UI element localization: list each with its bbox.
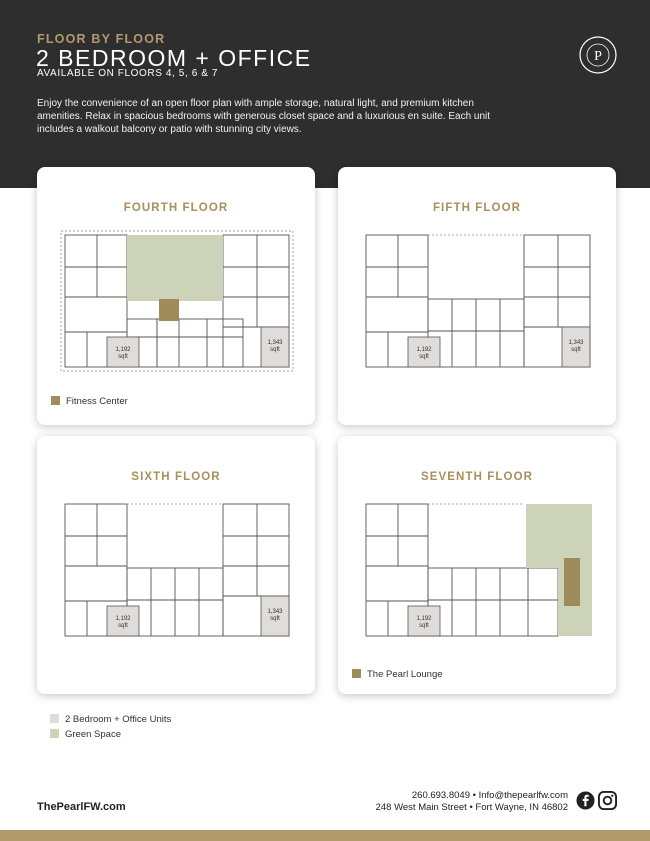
kicker: FLOOR BY FLOOR (37, 32, 166, 46)
pearl-lounge-key (352, 669, 443, 680)
fitness-swatch (51, 396, 60, 405)
page-subtitle: AVAILABLE ON FLOORS 4, 5, 6 & 7 (37, 68, 219, 79)
floor-title: FOURTH FLOOR (123, 202, 229, 214)
city: Fort Wayne, IN 46802 (475, 802, 568, 813)
instagram-icon[interactable] (598, 791, 617, 810)
floor-card-fifth (338, 167, 616, 425)
unit-b-unit: sqft (270, 347, 280, 353)
floor-card-fourth (37, 167, 315, 425)
green-space-area (127, 235, 223, 301)
facebook-icon[interactable] (576, 791, 595, 810)
floor-title: FIFTH FLOOR (432, 202, 522, 214)
phone[interactable]: 260.693.8049 (411, 790, 470, 801)
key-label: The Pearl Lounge (367, 669, 443, 680)
unit-a-unit: sqft (118, 623, 128, 629)
unit-b-unit: sqft (270, 616, 280, 622)
unit-a-unit: sqft (118, 354, 128, 360)
floor-title: SEVENTH FLOOR (420, 471, 534, 483)
green-space-area (526, 504, 592, 636)
intro-paragraph: Enjoy the convenience of an open floor plan with ample storage, natural light, and premium kitchen amenities. Relax in spacious bedrooms with generous closet space and a luxurious en suite. Each unit includes a walkout balcony or patio with stunning city views. (37, 98, 491, 136)
contact-block (376, 790, 568, 814)
lounge-swatch (352, 669, 361, 678)
floor-plan-seventh (358, 496, 598, 646)
unit-b-size: 1,343 (267, 609, 283, 615)
legend-green-label: Green Space (65, 729, 121, 740)
pearl-seal-logo (579, 36, 617, 74)
page-title: 2 BEDROOM + OFFICE (36, 45, 312, 71)
unit-a-size: 1,192 (416, 347, 432, 353)
unit-a-size: 1,192 (115, 347, 131, 353)
unit-b-unit: sqft (571, 347, 581, 353)
floor-plan-fifth (358, 227, 598, 377)
pearl-lounge-area (564, 558, 580, 606)
unit-a-size: 1,192 (115, 616, 131, 622)
separator: • (472, 790, 476, 801)
floor-card-sixth (37, 436, 315, 694)
unit-a-size: 1,192 (416, 616, 432, 622)
separator: • (469, 802, 473, 813)
bottom-accent-bar (0, 830, 650, 841)
floor-title: SIXTH FLOOR (131, 471, 221, 483)
email[interactable]: Info@thepearlfw.com (478, 790, 568, 801)
website-link[interactable]: ThePearlFW.com (37, 801, 126, 813)
header-band (0, 0, 650, 188)
address: 248 West Main Street (375, 802, 467, 813)
fitness-center-key (51, 396, 128, 407)
unit-a-unit: sqft (419, 623, 429, 629)
seal-letter: P (594, 49, 602, 64)
key-label: Fitness Center (66, 396, 128, 407)
legend-green (50, 729, 121, 740)
green-swatch (50, 729, 59, 738)
legend-units (50, 714, 171, 725)
floor-card-seventh (338, 436, 616, 694)
unit-b-size: 1,343 (568, 340, 584, 346)
floor-plan-fourth (57, 227, 297, 377)
units-swatch (50, 714, 59, 723)
unit-b-size: 1,343 (267, 340, 283, 346)
fitness-center-area (159, 299, 179, 321)
unit-a-unit: sqft (419, 354, 429, 360)
legend-units-label: 2 Bedroom + Office Units (65, 714, 172, 725)
floor-plan-sixth (57, 496, 297, 646)
